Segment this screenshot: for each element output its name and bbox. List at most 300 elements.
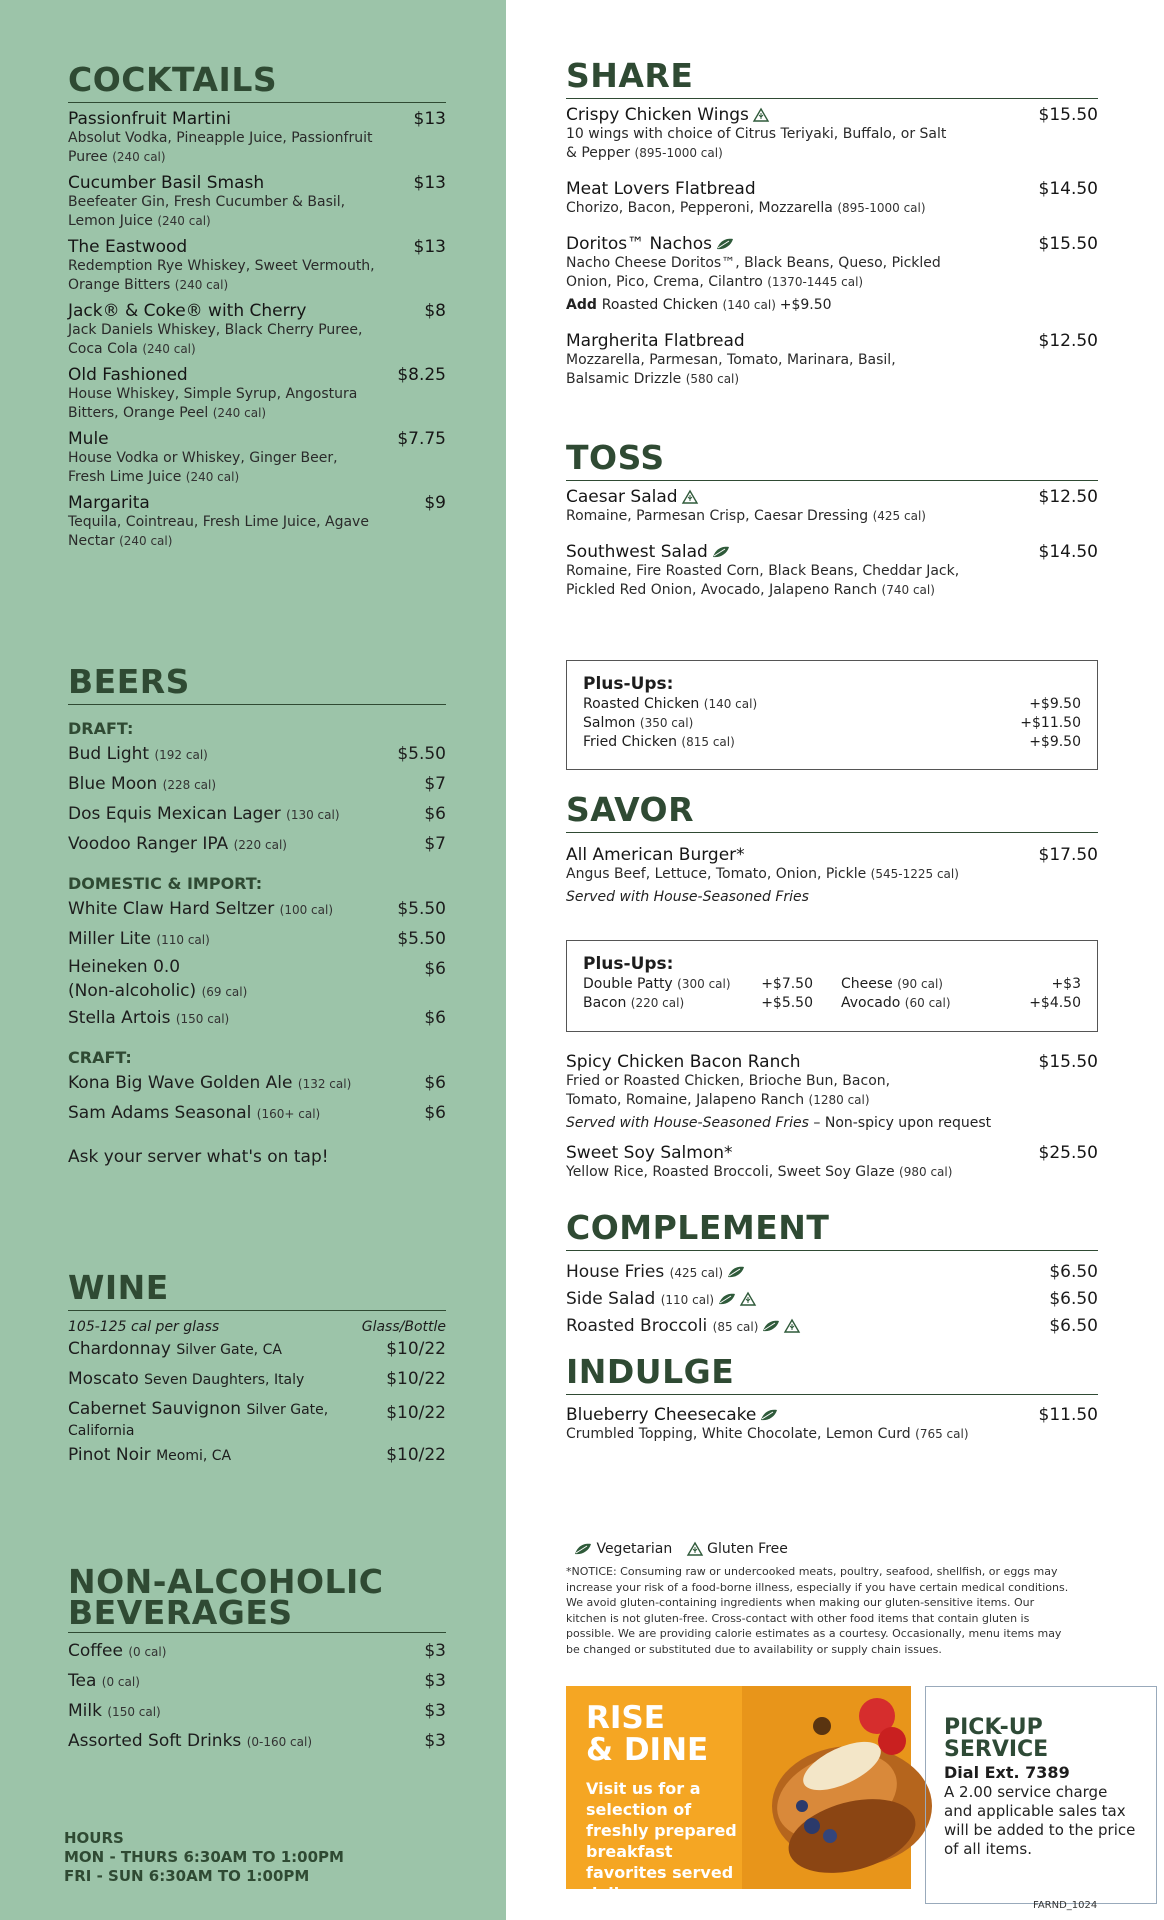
menu-item-row [566,542,1098,562]
spicy-name: Spicy Chicken Bacon Ranch [566,1052,801,1072]
addon-text: Roasted Chicken [601,297,723,313]
wine-price: $10/22 [386,1369,446,1389]
gluten-free-icon [753,108,769,122]
menu-item [566,105,1098,163]
side-name [566,1259,745,1286]
beer-cal: (220 cal) [233,838,287,852]
menu-item-row [68,429,446,449]
menu-item-name-text: Southwest Salad [566,542,708,562]
menu-item-price: $14.50 [1038,179,1098,199]
toss-plus-ups-box [566,660,1098,770]
menu-item-name [566,179,756,199]
side-price: $6.50 [1049,1289,1098,1309]
savor-plus-ups-title: Plus-Ups: [583,954,674,974]
wine-name [68,1399,328,1441]
beer-row [68,1099,446,1129]
savor-plus-right [841,975,1081,1013]
savor-section [566,792,1098,907]
menu-item [566,234,1098,315]
menu-item [566,542,1098,600]
beer-name [68,770,216,800]
menu-item-cal: (240 cal) [212,406,267,420]
side-name [566,1286,756,1313]
menu-item-name [566,542,730,562]
menu-item-name-text: Meat Lovers Flatbread [566,179,756,199]
promo-title [586,1702,708,1766]
menu-item-name [68,429,109,449]
plus-up-row [583,975,813,994]
beer-row [68,740,446,770]
nonalc-name [68,1667,140,1697]
pickup-desc: A 2.00 service charge and applicable sales tax will be added to the price of all items. [944,1783,1136,1858]
nonalc-title-line2: BEVERAGES [68,1593,293,1632]
spicy-desc-text: Fried or Roasted Chicken, Brioche Bun, Bacon, Tomato, Romaine, Jalapeno Ranch [566,1073,891,1108]
cocktails-section [68,62,446,551]
wine-row [68,1335,446,1365]
menu-item [566,331,1098,389]
menu-item-price: $15.50 [1038,234,1098,254]
menu-item-price: $8.25 [397,365,446,385]
beer-name-text: Dos Equis Mexican Lager [68,804,287,824]
plus-up-cal: (60 cal) [904,996,951,1010]
plus-up-name-text: Roasted Chicken [583,696,704,712]
pickup-ext: Dial Ext. 7389 [944,1763,1070,1782]
promo-title-line2: & DINE [586,1732,709,1768]
beer-group-label: DOMESTIC & IMPORT: [68,874,263,893]
menu-item [68,493,446,551]
menu-item-cal: (740 cal) [881,583,935,597]
plus-up-row [583,714,1081,733]
menu-item-cal: (240 cal) [157,214,211,228]
menu-item [68,429,446,487]
spicy-price: $15.50 [1038,1052,1098,1072]
menu-item-name [566,331,745,351]
menu-item-cal: (240 cal) [174,278,229,292]
hours-block [64,1829,344,1886]
menu-item-name-text: Caesar Salad [566,487,678,507]
nonalc-price: $3 [424,1731,446,1751]
wine-row [68,1441,446,1471]
pickup-title-line2: SERVICE [944,1737,1049,1762]
plus-up-name [583,714,693,733]
side-price: $6.50 [1049,1316,1098,1336]
wine-origin: Silver Gate, CA [176,1342,282,1358]
plus-up-row [583,994,813,1013]
wine-header-row [68,1319,446,1335]
wine-origin: Seven Daughters, Italy [144,1372,305,1388]
rise-dine-promo [566,1686,911,1903]
burger-desc [566,865,1098,884]
beer-name [68,740,208,770]
menu-item-addon [566,296,1098,315]
menu-item-desc [566,562,966,600]
beer-price: $6 [424,1008,446,1028]
menu-item-price: $8 [424,301,446,321]
menu-item-desc [68,321,378,359]
nonalc-title-line1: NON-ALCOHOLIC [68,1562,384,1601]
menu-item-desc-text: Romaine, Parmesan Crisp, Caesar Dressing [566,508,873,524]
beer-name [68,1099,320,1129]
menu-item-desc [566,507,966,526]
beer-price: $6 [424,959,446,979]
gluten-free-icon [740,1292,756,1306]
menu-item-price: $9 [424,493,446,513]
menu-item-desc [68,449,378,487]
wine-name [68,1441,231,1471]
plus-up-cal: (140 cal) [703,697,758,711]
menu-item-desc-text: House Vodka or Whiskey, Ginger Beer, Fresh Lime Juice [68,450,338,485]
plus-up-price: +$11.50 [1020,715,1081,731]
menu-item-desc [566,125,956,163]
nonalc-price: $3 [424,1641,446,1661]
cheesecake-name-text: Blueberry Cheesecake [566,1405,757,1425]
nonalc-name [68,1727,312,1757]
promo-title-line1: RISE [586,1700,665,1736]
beer-price: $6 [424,1073,446,1093]
plus-up-name-text: Fried Chicken [583,734,682,750]
menu-item-name [566,234,734,254]
beer-row [68,895,446,925]
plus-up-name-text: Salmon [583,715,640,731]
beer-name [68,800,340,830]
leaf-icon [716,238,734,250]
leaf-icon [760,1409,778,1421]
beer-cal: (130 cal) [286,808,340,822]
toss-title: TOSS [566,440,1098,481]
beer-name-text: Kona Big Wave Golden Ale [68,1073,298,1093]
menu-item-name [68,493,150,513]
menu-item [68,173,446,231]
wine-origin: Meomi, CA [156,1448,232,1464]
beers-ask-note: Ask your server what's on tap! [68,1147,329,1167]
side-price: $6.50 [1049,1262,1098,1282]
menu-item-cal: (425 cal) [872,509,926,523]
addon-label: Add [566,297,602,313]
menu-item-cal: (1370-1445 cal) [767,275,864,289]
hours-label: HOURS [64,1829,124,1847]
menu-item-row [68,109,446,129]
plus-up-name [583,975,731,994]
menu-item-row [68,493,446,513]
menu-item-desc-text: Mozzarella, Parmesan, Tomato, Marinara, Basil, Balsamic Drizzle [566,352,896,387]
plus-up-row [583,733,1081,752]
beer-group-label: CRAFT: [68,1048,132,1067]
menu-item [566,179,1098,218]
cheesecake-name [566,1405,778,1425]
plus-up-name-text: Double Patty [583,976,678,992]
complement-list [566,1259,1098,1340]
menu-item-desc-text: House Whiskey, Simple Syrup, Angostura Bitters, Orange Peel [68,386,358,421]
complement-section [566,1210,1098,1340]
menu-item-row [566,179,1098,199]
beer-row [68,770,446,800]
menu-item-price: $13 [413,173,446,193]
wine-list [68,1335,446,1471]
menu-item-name [68,365,188,385]
french-toast-image [742,1686,911,1889]
beer-cal: (160+ cal) [256,1107,321,1121]
nonalc-name-text: Tea [68,1671,102,1691]
gluten-free-icon [682,490,698,504]
gluten-free-icon [687,1542,703,1556]
menu-item-desc [566,351,956,389]
plus-up-row [583,695,1081,714]
spicy-note [566,1114,1098,1133]
plus-up-cal: (220 cal) [630,996,685,1010]
menu-item-desc [68,257,378,295]
salmon-name: Sweet Soy Salmon* [566,1143,733,1163]
plus-up-cal: (300 cal) [677,977,731,991]
plus-up-cal: (815 cal) [681,735,735,749]
plus-up-cal: (350 cal) [639,716,694,730]
menu-item-price: $14.50 [1038,542,1098,562]
beer-name-text: Blue Moon [68,774,163,794]
menu-item-cal: (240 cal) [119,534,173,548]
leaf-icon [574,1543,592,1555]
menu-item-cal: (240 cal) [142,342,196,356]
burger-name: All American Burger* [566,845,745,865]
cheesecake-desc [566,1425,1098,1444]
nonalc-name-text: Assorted Soft Drinks [68,1731,247,1751]
wine-title: WINE [68,1270,446,1311]
menu-item-cal: (240 cal) [185,470,240,484]
menu-item-row [566,487,1098,507]
plus-up-cal: (90 cal) [897,977,943,991]
menu-item-price: $12.50 [1038,331,1098,351]
beer-name-text: Miller Lite [68,929,157,949]
menu-item-price: $15.50 [1038,105,1098,125]
wine-row [68,1365,446,1395]
menu-item-name-text: Margarita [68,493,150,513]
side-name [566,1313,800,1340]
plus-up-price: +$9.50 [1029,734,1081,750]
savor-title: SAVOR [566,792,1098,833]
toss-plus-ups-title: Plus-Ups: [583,674,674,694]
menu-item-row [566,234,1098,254]
menu-item-price: $13 [413,109,446,129]
wine-cal-note: 105-125 cal per glass [68,1319,220,1335]
wine-name-text: Pinot Noir [68,1445,157,1465]
plus-up-name [583,994,684,1013]
nonalc-title [68,1562,446,1633]
beer-name-text: White Claw Hard Seltzer [68,899,280,919]
nonalc-cal: (0 cal) [128,1645,167,1659]
menu-item-name [566,487,698,507]
share-section [566,58,1098,389]
menu-item-desc-text: Redemption Rye Whiskey, Sweet Vermouth, Orange Bitters [68,258,375,293]
beer-name-text: Bud Light [68,744,155,764]
burger-cal: (545-1225 cal) [870,867,959,881]
plus-up-name [583,695,757,714]
menu-item-name-text: Mule [68,429,109,449]
hours-line2: FRI - SUN 6:30AM TO 1:00PM [64,1867,310,1885]
beer-cal: (110 cal) [156,933,210,947]
menu-item-name-text: Old Fashioned [68,365,188,385]
menu-item-salmon [566,1143,1098,1182]
menu-item-name [68,109,231,129]
beer-cal: (69 cal) [201,985,248,999]
menu-item-desc [68,193,378,231]
menu-code: FARND_1024 [1033,1900,1098,1911]
menu-item-name-text: Cucumber Basil Smash [68,173,265,193]
menu-item-price: $12.50 [1038,487,1098,507]
nonalc-list [68,1637,446,1757]
menu-item-desc [566,254,956,292]
wine-row [68,1399,446,1441]
leaf-icon [727,1266,745,1278]
cheesecake-cal: (765 cal) [915,1427,969,1441]
menu-item-name-text: Doritos™ Nachos [566,234,713,254]
menu-item-name [68,301,306,321]
nonalc-cal: (0 cal) [101,1675,140,1689]
addon-cal: (140 cal) [722,298,780,312]
beer-price: $5.50 [397,744,446,764]
beer-name-text2: (Non-alcoholic) [68,981,202,1001]
share-list [566,105,1098,389]
beer-list [68,719,446,1129]
menu-item-desc [68,513,378,551]
side-cal: (425 cal) [669,1266,724,1280]
nonalc-name-text: Milk [68,1701,108,1721]
menu-item-desc-text: Absolut Vodka, Pineapple Juice, Passionfruit Puree [68,130,373,165]
spicy-desc [566,1072,946,1110]
wine-origin2: California [68,1423,135,1439]
nonalc-row [68,1667,446,1697]
side-name-text: Side Salad [566,1289,661,1309]
menu-item-name [566,105,769,125]
nonalc-row [68,1727,446,1757]
wine-price: $10/22 [386,1403,446,1423]
menu-item-desc [68,129,378,167]
cocktail-list [68,109,446,551]
beer-price: $7 [424,774,446,794]
pickup-title [944,1717,1138,1761]
wine-origin: Silver Gate, [246,1402,329,1418]
menu-item-desc-text: Nacho Cheese Doritos™, Black Beans, Queso, Pickled Onion, Pico, Crema, Cilantro [566,255,941,290]
wine-price: $10/22 [386,1339,446,1359]
side-name-text: House Fries [566,1262,670,1282]
nonalc-cal: (0-160 cal) [246,1735,313,1749]
toss-section [566,440,1098,600]
beers-title: BEERS [68,664,446,705]
beers-section [68,664,446,1167]
menu-item-spicy-chicken [566,1052,1098,1133]
burger-note: Served with House-Seasoned Fries [566,889,809,905]
cocktails-title: COCKTAILS [68,62,446,103]
cheesecake-price: $11.50 [1038,1405,1098,1425]
menu-item-desc-text: 10 wings with choice of Citrus Teriyaki, Buffalo, or Salt & Pepper [566,126,947,161]
beer-name [68,925,210,955]
plus-up-row [841,994,1081,1013]
nonalc-section [68,1562,446,1757]
menu-item-cal: (895-1000 cal) [837,201,926,215]
beer-name [68,895,333,925]
beer-cal: (228 cal) [162,778,217,792]
menu-item-cal: (580 cal) [685,372,740,386]
menu-item-row [68,365,446,385]
burger-price: $17.50 [1038,845,1098,865]
notice-text: *NOTICE: Consuming raw or undercooked meats, poultry, seafood, shellfish, or eggs may increase your risk of a food-borne illness, especially if you have certain medical conditions. We avoid gluten-containing ingredients when making our gluten-sensitive items. Our kitchen is not gluten-free. Cross-contact with other food items that contain gluten is possible. We are providing calorie estimates as a courtesy. Occasionally, menu items may be changed or substituted due to availability or supply chain issues. [566,1565,1069,1656]
plus-up-price: +$3 [1051,976,1081,992]
side-name-text: Roasted Broccoli [566,1316,713,1336]
burger-desc-text: Angus Beef, Lettuce, Tomato, Onion, Pickle [566,866,867,882]
menu-item [68,237,446,295]
beer-row [68,1069,446,1099]
beer-name-text: Stella Artois [68,1008,176,1028]
wine-section [68,1270,446,1471]
beer-cal: (192 cal) [154,748,208,762]
hours-line1: MON - THURS 6:30AM TO 1:00PM [64,1848,344,1866]
leaf-icon [762,1320,780,1332]
complement-title: COMPLEMENT [566,1210,1098,1251]
nonalc-price: $3 [424,1701,446,1721]
pickup-service-box [925,1686,1157,1904]
nonalc-name-text: Coffee [68,1641,129,1661]
menu-item-burger [566,845,1098,907]
menu-item-desc [566,199,956,218]
plus-up-name-text: Avocado [841,995,905,1011]
plus-up-row [841,975,1081,994]
menu-item-name-text: Jack® & Coke® with Cherry [68,301,307,321]
menu-item-desc-text: Beefeater Gin, Fresh Cucumber & Basil, Lemon Juice [68,194,346,229]
legend-vegetarian: Vegetarian [596,1541,673,1557]
menu-item [566,487,1098,526]
side-row [566,1313,1098,1340]
plus-up-price: +$5.50 [761,995,813,1011]
nonalc-row [68,1697,446,1727]
promo-desc: Visit us for a selection of freshly prepared breakfast favorites served daily. [586,1779,737,1903]
side-row [566,1286,1098,1313]
beer-name-text: Sam Adams Seasonal [68,1103,257,1123]
menu-item-desc [68,385,378,423]
wine-name-text: Moscato [68,1369,145,1389]
plus-up-price: +$9.50 [1029,696,1081,712]
beer-name [68,955,247,1004]
beer-price: $5.50 [397,899,446,919]
legend-gluten-free: Gluten Free [707,1541,788,1557]
beer-name-text: Heineken 0.0 [68,957,181,977]
side-cal: (110 cal) [660,1293,715,1307]
menu-item-name [68,237,187,257]
indulge-section [566,1354,1098,1444]
beer-row [68,925,446,955]
plus-up-name-text: Bacon [583,995,631,1011]
menu-item [68,365,446,423]
side-cal: (85 cal) [712,1320,759,1334]
nonalc-cal: (150 cal) [107,1705,161,1719]
menu-item-row [566,331,1098,351]
side-row [566,1259,1098,1286]
menu-item-name-text: Passionfruit Martini [68,109,232,129]
share-title: SHARE [566,58,1098,99]
legend [570,1541,788,1557]
spicy-note-extra: – Non-spicy upon request [813,1115,992,1131]
menu-item-name-text: Crispy Chicken Wings [566,105,749,125]
menu-item [68,301,446,359]
wine-price: $10/22 [386,1445,446,1465]
addon-price: +$9.50 [779,297,832,313]
plus-up-price: +$4.50 [1029,995,1081,1011]
plus-up-name-text: Cheese [841,976,898,992]
plus-up-name [841,994,951,1013]
savor-plus-ups-box [566,940,1098,1032]
leaf-icon [712,546,730,558]
cheesecake-desc-text: Crumbled Topping, White Chocolate, Lemon Curd [566,1426,911,1442]
menu-item-row [68,301,446,321]
beer-row [68,800,446,830]
wine-name [68,1365,304,1395]
beer-cal: (100 cal) [279,903,334,917]
